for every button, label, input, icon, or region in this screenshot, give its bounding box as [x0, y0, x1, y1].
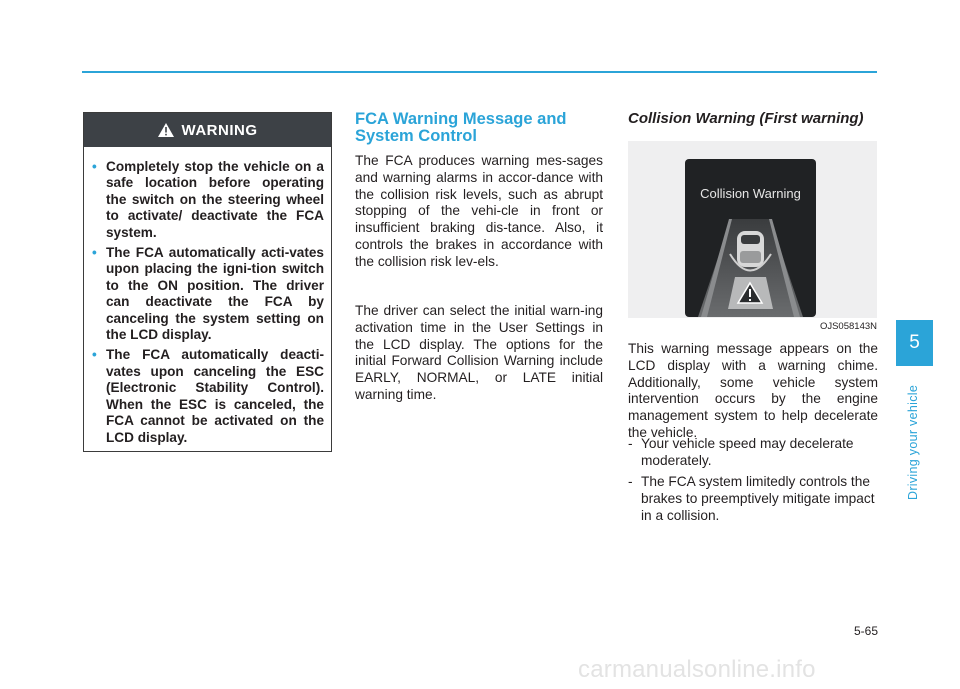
section-paragraph: The FCA produces warning mes-sages and warning alarms in accor-dance with the collision risk levels, such as abrupt stopping of the vehi-cle in front or insufficient braking dis-tance. Also, it controls the brakes in accordance with the collision risk lev-els. [355, 153, 603, 269]
warning-triangle-icon [158, 123, 174, 137]
warning-title: WARNING [181, 121, 258, 139]
warning-item: • The FCA automatically acti-vates upon placing the igni-tion switch to the ON position. The driver can deactivate the FCA by canceling the system setting on the LCD display. [92, 245, 324, 343]
dash-item: - The FCA system limitedly controls the brakes to preemptively mitigate impact in a collision. [628, 474, 875, 523]
warning-list [92, 159, 324, 450]
lcd-display-text: Collision Warning [700, 186, 801, 201]
section-paragraph: The driver can select the initial warn-ing activation time in the User Settings in the LCD display. The options for the initial Forward Collision Warning include EARLY, NORMAL, or LATE initial warning time. [355, 303, 603, 402]
warning-box [83, 112, 332, 452]
collision-warning-title: Collision Warning (First warning) [628, 110, 864, 127]
dash-marker: - [628, 436, 633, 451]
cluster-illustration [628, 141, 877, 318]
section-title: FCA Warning Message and System Control [355, 110, 567, 145]
bullet-icon: • [92, 159, 97, 174]
collision-paragraph: This warning message appears on the LCD display with a warning chime. Additionally, some vehicle system intervention occurs by the engine management system to help decelerate the vehicle. [628, 341, 878, 440]
watermark: carmanualsonline.info [578, 656, 816, 683]
chapter-label: Driving your vehicle [906, 384, 920, 500]
lcd-display [685, 159, 816, 317]
warning-item: • The FCA automatically deacti-vates upon canceling the ESC (Electronic Stability Control). When the ESC is canceled, the FCA cannot be activated on the LCD display. [92, 347, 324, 445]
vehicle-ahead-warning-icon [685, 159, 816, 317]
warning-header [84, 113, 331, 147]
dash-item: - Your vehicle speed may decelerate moderately. [628, 436, 854, 468]
figure-code: OJS058143N [819, 321, 877, 332]
top-rule [82, 71, 877, 73]
page-number: 5-65 [853, 624, 878, 638]
bullet-icon: • [92, 245, 97, 261]
bullet-icon: • [92, 347, 97, 363]
chapter-number: 5 [896, 320, 933, 366]
dash-marker: - [628, 474, 633, 489]
warning-item: • Completely stop the vehicle on a safe location before operating the switch on the steering wheel to activate/ deactivate the FCA system. [92, 159, 324, 240]
